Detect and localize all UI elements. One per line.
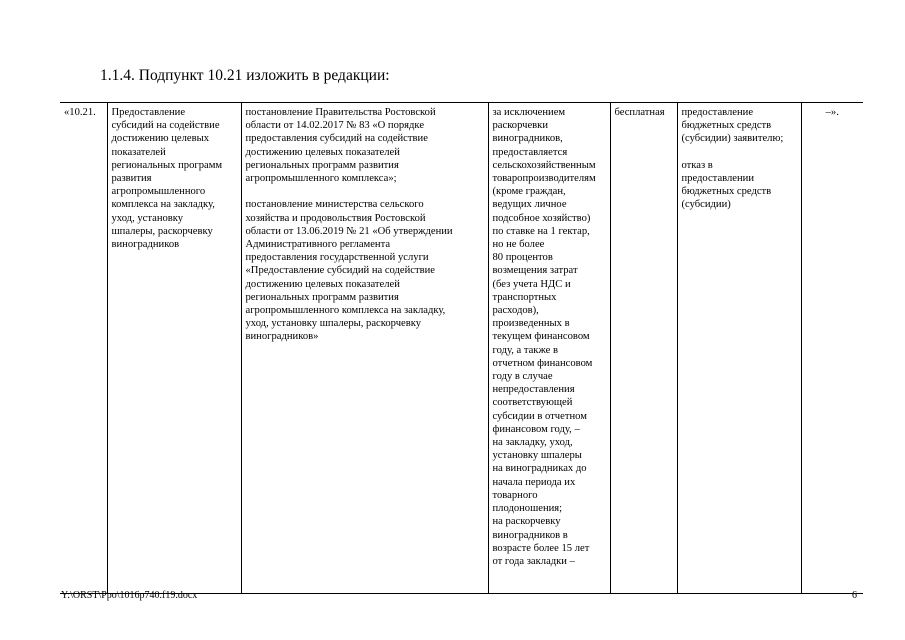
cell-text-line: возрасте более 15 лет: [492, 542, 590, 554]
cell-text-line: показателей: [111, 146, 166, 158]
footer-file-path: Y:\ORST\Ppo\1016p740.f19.docx: [61, 590, 198, 601]
cell-text-line: на раскорчевку: [492, 516, 561, 528]
cell-text-line: субсидий на содействие: [111, 120, 220, 132]
cell-text-line: товарного: [492, 489, 538, 501]
cell-text-line: плодоношения;: [492, 503, 563, 515]
cell-text-line: субсидии в отчетном: [492, 410, 587, 422]
cell-text-line: финансовом году, –: [492, 423, 580, 435]
cell-text-line: расходов),: [492, 305, 539, 317]
cell-text-line: (субсидии) заявителю;: [681, 133, 784, 145]
cell-text-line: агропромышленного комплекса на закладку,: [245, 305, 446, 317]
cell-text-line: транспортных: [492, 291, 557, 303]
cell-text-line: сельскохозяйственным: [492, 159, 596, 171]
cell-text-line: предоставления государственной услуги: [245, 252, 429, 264]
cell-text-line: соответствующей: [492, 397, 573, 409]
cell-text-line: Административного регламента: [245, 239, 391, 251]
cell-text-line: году, а также в: [492, 344, 558, 356]
cell-text-line: (субсидии): [681, 199, 731, 211]
cell-text-line: достижению целевых показателей: [245, 146, 400, 158]
cell-text-line: году в случае: [492, 371, 553, 383]
cell-text-line: раскорчевки: [492, 120, 548, 132]
cell-text-line: ведущих личное: [492, 199, 567, 211]
cell-text-line: (без учета НДС и: [492, 278, 571, 290]
cell-text-line: отчетном финансовом: [492, 357, 593, 369]
cell-text-line: установку шпалеры: [492, 450, 582, 462]
cell-text-line: уход, установку шпалеры, раскорчевку: [245, 318, 422, 330]
cell-text-line: агропромышленного комплекса»;: [245, 173, 397, 185]
cell-text-line: развития: [111, 173, 152, 185]
cell-text-line: бюджетных средств: [681, 120, 772, 132]
cell-text-line: постановление министерства сельского: [245, 199, 424, 211]
cell-text-line: региональных программ развития: [245, 291, 399, 303]
cell-text-line: агропромышленного: [111, 186, 206, 198]
cell-text-line: хозяйства и продовольствия Ростовской: [245, 212, 426, 224]
cell-text-line: произведенных в: [492, 318, 570, 330]
section-heading: 1.1.4. Подпункт 10.21 изложить в редакции:: [100, 67, 390, 84]
cell-text-line: бюджетных средств: [681, 186, 772, 198]
cell-text-line: предоставление: [681, 107, 754, 118]
cell-text-line: отказ в: [681, 159, 713, 171]
cell-service-name: [107, 103, 241, 594]
table-row: [60, 103, 863, 594]
cell-text-line: «Предоставление субсидий на содействие: [245, 265, 435, 277]
cell-text-line: шпалеры, раскорчевку: [111, 225, 213, 237]
cell-text-line: виноградников: [111, 239, 180, 251]
cell-text-line: товаропроизводителям: [492, 173, 596, 185]
cell-text-line: виноградников»: [245, 331, 319, 343]
cell-text-line: на закладку, уход,: [492, 437, 573, 449]
cell-text-line: непредоставления: [492, 384, 575, 396]
cell-text-line: 80 процентов: [492, 252, 553, 264]
cell-text-line: возмещения затрат: [492, 265, 578, 277]
cell-legal-basis: [241, 103, 488, 594]
cell-cost: бесплатная: [610, 103, 677, 594]
cell-result: [677, 103, 801, 594]
cell-text-line: Предоставление: [111, 107, 186, 118]
cell-text-line: за исключением: [492, 107, 566, 118]
cell-last: –».: [801, 103, 863, 594]
cell-text-line: на виноградниках до: [492, 463, 587, 475]
cell-text-line: но не более: [492, 239, 545, 251]
cell-text-line: региональных программ развития: [245, 159, 399, 171]
cell-text-line: достижению целевых показателей: [245, 278, 400, 290]
cell-text-line: (кроме граждан,: [492, 186, 566, 198]
cell-text-line: комплекса на закладку,: [111, 199, 215, 211]
cell-text-line: постановление Правительства Ростовской: [245, 107, 436, 118]
cell-text-line: по ставке на 1 гектар,: [492, 225, 590, 237]
cell-text-line: предоставляется: [492, 146, 568, 158]
services-table: [60, 102, 863, 594]
cell-text-line: виноградников в: [492, 529, 568, 541]
cell-text-line: уход, установку: [111, 212, 184, 224]
cell-number: «10.21.: [64, 107, 96, 118]
cell-text-line: начала периода их: [492, 476, 576, 488]
cell-text-line: виноградников,: [492, 133, 563, 145]
cell-text-line: от года закладки –: [492, 555, 575, 567]
cell-conditions: [488, 103, 610, 594]
cell-text-line: региональных программ: [111, 159, 223, 171]
cell-text-line: текущем финансовом: [492, 331, 590, 343]
cell-text-line: области от 14.02.2017 № 83 «О порядке: [245, 120, 425, 132]
cell-text-line: предоставления субсидий на содействие: [245, 133, 428, 145]
page-number: 6: [852, 590, 857, 601]
cell-text-line: подсобное хозяйство): [492, 212, 591, 224]
cell-text-line: предоставлении: [681, 173, 755, 184]
cell-text-line: области от 13.06.2019 № 21 «Об утверждении: [245, 225, 453, 237]
cell-text-line: достижению целевых: [111, 133, 210, 145]
